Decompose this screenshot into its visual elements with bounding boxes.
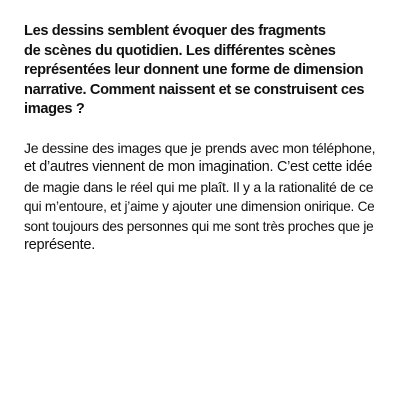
answer-line: sont toujours des personnes qui me sont très proches que je [24, 218, 374, 234]
answer-line: et d’autres viennent de mon imagination. C’est cette idée [24, 159, 373, 175]
answer-line: représente. [24, 237, 96, 253]
question-line: narrative. Comment naissent et se construisent ces [24, 81, 365, 98]
answer-line: qui m’entoure, et j’aime y ajouter une dimension onirique. Ce [24, 199, 375, 214]
answer-line: Je dessine des images que je prends avec mon téléphone, [24, 139, 376, 156]
interview-question [24, 22, 376, 120]
question-line: représentées leur donnent une forme de dimension [24, 62, 364, 78]
question-line: de scènes du quotidien. Les différentes scènes [24, 42, 336, 59]
interview-answer [24, 139, 376, 256]
question-line: images ? [24, 101, 85, 117]
question-line: Les dessins semblent évoquer des fragments [24, 23, 326, 39]
answer-line: de magie dans le réel qui me plaît. Il y a la rationalité de ce [24, 178, 374, 195]
